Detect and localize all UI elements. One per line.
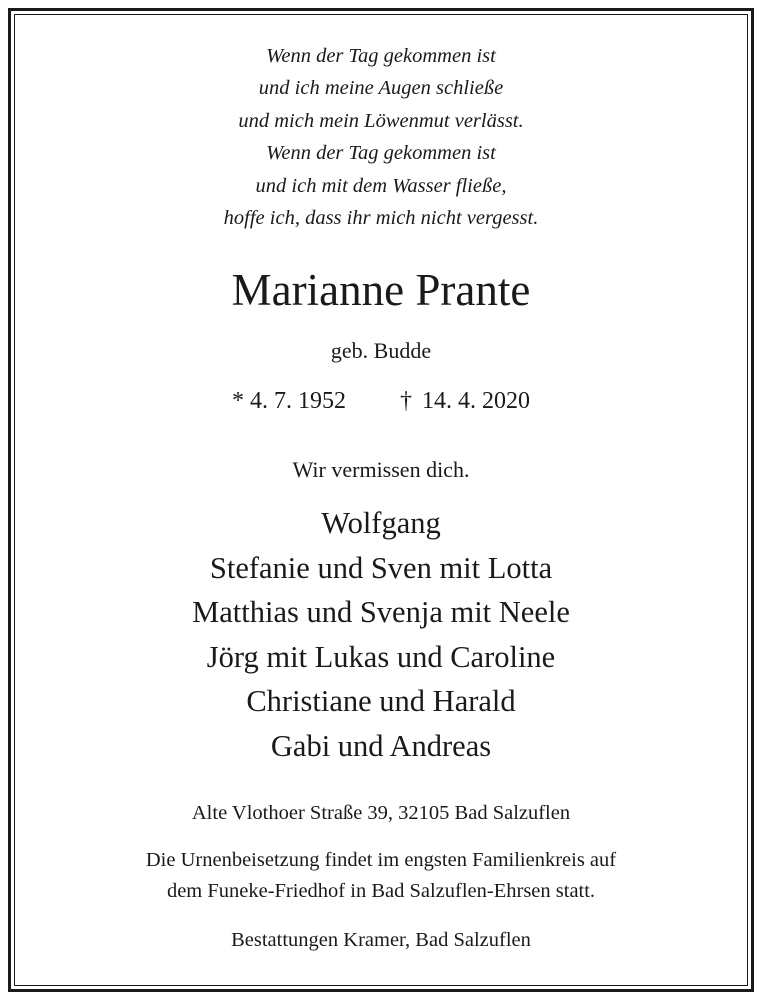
family-member: Matthias und Svenja mit Neele (192, 595, 570, 629)
poem-line: und ich meine Augen schließe (258, 77, 504, 100)
birth-date: 4. 7. 1952 (250, 388, 346, 414)
birth-star-icon: * (232, 388, 244, 414)
poem-line: hoffe ich, dass ihr mich nicht vergesst. (223, 207, 539, 230)
death-date-group (396, 385, 530, 417)
family-member: Gabi und Andreas (270, 728, 492, 763)
death-date: 14. 4. 2020 (422, 388, 530, 414)
poem-line: und ich mit dem Wasser fließe, (255, 174, 507, 197)
cross-icon: † (400, 388, 412, 414)
family-member: Christiane und Harald (246, 684, 516, 718)
family-member: Wolfgang (321, 506, 441, 540)
farewell-message: Wir vermissen dich. (292, 457, 470, 482)
poem-line: Wenn der Tag gekommen ist (266, 45, 496, 67)
life-dates (0, 385, 762, 417)
maiden-name: geb. Budde (330, 338, 432, 363)
undertaker: Bestattungen Kramer, Bad Salzuflen (231, 929, 531, 951)
poem-line: Wenn der Tag gekommen ist (266, 142, 496, 165)
address: Alte Vlothoer Straße 39, 32105 Bad Salzuflen (191, 802, 571, 824)
poem (0, 40, 762, 234)
family-list (0, 501, 762, 768)
poem-line: und mich mein Löwenmut verlässt. (238, 109, 524, 132)
burial-notice (0, 845, 762, 907)
family-member: Jörg mit Lukas und Caroline (206, 639, 556, 674)
burial-line: dem Funeke-Friedhof in Bad Salzuflen-Ehrsen statt. (166, 880, 596, 902)
family-member: Stefanie und Sven mit Lotta (209, 550, 553, 585)
deceased-name: Marianne Prante (231, 265, 531, 315)
burial-line: Die Urnenbeisetzung findet im engsten Familienkreis auf (145, 849, 617, 871)
birth-date-group (232, 385, 346, 417)
